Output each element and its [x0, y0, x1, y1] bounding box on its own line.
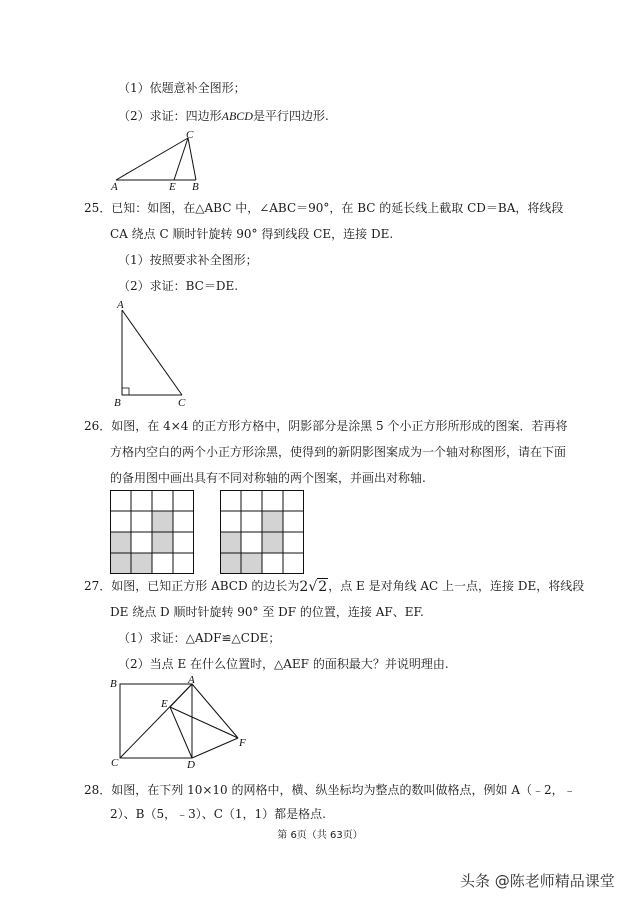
q25-label-a: A	[117, 299, 124, 311]
q27-sqrt-expression: 2√2	[299, 579, 328, 595]
q26-number: 26．	[84, 419, 112, 433]
q24-figure	[108, 130, 208, 192]
shaded-cell	[220, 532, 241, 553]
q27-seg-ef	[170, 707, 238, 738]
q27-figure	[108, 674, 258, 770]
q24-part1: （1）依题意补全图形；	[118, 81, 246, 95]
q27-seg-de	[170, 707, 192, 758]
q25-part2: （2）求证：BC＝DE.	[118, 279, 239, 293]
q27-part1: （1）求证：△ADF≌△CDE；	[118, 631, 281, 645]
q24-label-e: E	[169, 181, 176, 192]
q27-label-e: E	[161, 698, 168, 710]
q27-number: 27．	[84, 579, 112, 593]
q24-seg-cb	[188, 138, 196, 180]
q27-text1-pre: 如图，已知正方形 ABCD 的边长为	[111, 579, 300, 593]
q27-line1	[84, 578, 584, 594]
shaded-cell	[110, 553, 131, 574]
q24-seg-ce	[174, 138, 188, 180]
q24-label-b: B	[192, 181, 199, 192]
shaded-cell	[241, 553, 262, 574]
q27-seg-df	[192, 738, 238, 758]
q26-line1	[84, 418, 568, 434]
q25-seg-ac	[122, 310, 182, 395]
q24-label-c: C	[186, 130, 194, 141]
q26-line2: 方格内空白的两个小正方形涂黑，使得到的新阴影图案成为一个轴对称图形，请在下面	[110, 445, 567, 459]
q24-part2-post: 是平行四边形.	[252, 109, 329, 123]
q28-line2: 2）、B（5，﹣3）、C（1，1）都是格点.	[110, 807, 326, 821]
q27-label-f: F	[239, 737, 246, 749]
q28-line1	[84, 782, 576, 798]
q27-sqrt-radicand: 2	[318, 579, 328, 595]
q26-grid-left	[110, 490, 194, 574]
shaded-cell	[131, 553, 152, 574]
q27-label-d: D	[187, 759, 195, 770]
q25-right-angle-mark	[122, 388, 129, 395]
shaded-cell	[152, 532, 173, 553]
q27-label-a: A	[188, 674, 195, 686]
q28-text1: 如图，在下列 10×10 的网格中，横、纵坐标均为整点的数叫做格点，例如 A（﹣2，﹣	[111, 783, 576, 797]
q24-seg-ac	[116, 138, 188, 180]
q24-part2-var: ABCD	[221, 109, 253, 123]
q24-part2	[118, 108, 329, 124]
q28-number: 28．	[84, 783, 112, 797]
shaded-cell	[110, 532, 131, 553]
shaded-cell	[220, 553, 241, 574]
q25-line1	[84, 200, 563, 216]
shaded-cell	[262, 511, 283, 532]
q26-line3: 的备用图中画出具有不同对称轴的两个图案，并画出对称轴.	[110, 471, 426, 485]
shaded-cell	[262, 532, 283, 553]
q27-text1-post: ，点 E 是对角线 AC 上一点，连接 DE，将线段	[328, 579, 585, 593]
q27-label-c: C	[111, 757, 119, 769]
q26-text1: 如图，在 4×4 的正方形方格中，阴影部分是涂黑 5 个小正方形所形成的图案．若再将	[111, 419, 568, 433]
q25-part1: （1）按照要求补全图形；	[118, 253, 258, 267]
q25-figure	[110, 298, 220, 410]
q25-text1: 已知：如图，在△ABC 中，∠ABC＝90°，在 BC 的延长线上截取 CD＝BA，将线段	[111, 201, 564, 215]
q25-label-c: C	[178, 397, 186, 409]
q25-label-b: B	[114, 397, 121, 409]
q25-line2: CA 绕点 C 顺时针旋转 90° 得到线段 CE，连接 DE.	[110, 227, 394, 241]
q24-label-a: A	[111, 181, 118, 192]
q27-seg-ae	[170, 684, 192, 707]
q26-grid-right	[220, 490, 304, 574]
q27-part2: （2）当点 E 在什么位置时，△AEF 的面积最大？并说明理由.	[118, 657, 449, 671]
q27-label-b: B	[110, 678, 117, 690]
q27-line2: DE 绕点 D 顺时针旋转 90° 至 DF 的位置，连接 AF、EF.	[110, 605, 424, 619]
q25-number: 25．	[84, 201, 112, 215]
q27-sqrt-coef: 2	[299, 579, 309, 595]
q27-seg-af	[192, 684, 238, 738]
shaded-cell	[152, 511, 173, 532]
page-footer: 第 6页（共 63页）	[277, 830, 363, 841]
q24-part2-pre: （2）求证：四边形	[118, 109, 222, 123]
watermark: 头条 @陈老师精品课堂	[460, 872, 615, 890]
